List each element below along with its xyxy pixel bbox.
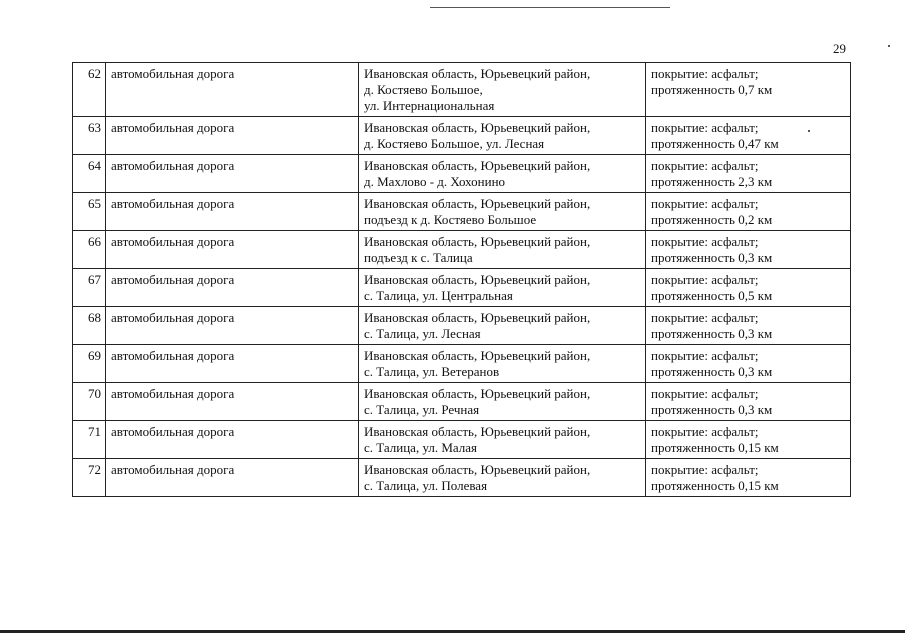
- object-address: [359, 231, 646, 269]
- row-number: 72: [73, 459, 106, 497]
- object-details: [646, 193, 851, 231]
- row-number: 62: [73, 63, 106, 117]
- address-line: Ивановская область, Юрьевецкий район,: [364, 158, 591, 173]
- address-line: Ивановская область, Юрьевецкий район,: [364, 120, 591, 135]
- object-type: автомобильная дорога: [106, 459, 359, 497]
- page-number: 29: [833, 41, 846, 56]
- object-address: [359, 269, 646, 307]
- object-type: автомобильная дорога: [106, 231, 359, 269]
- address-line: с. Талица, ул. Малая: [364, 440, 478, 455]
- address-line: подъезд к д. Костяево Большое: [364, 212, 537, 227]
- details-line: протяженность 0,3 км: [651, 250, 773, 265]
- address-line: Ивановская область, Юрьевецкий район,: [364, 462, 591, 477]
- address-line: Ивановская область, Юрьевецкий район,: [364, 348, 591, 363]
- object-address: [359, 117, 646, 155]
- object-details: [646, 459, 851, 497]
- details-line: протяженность 0,3 км: [651, 326, 773, 341]
- details-line: протяженность 0,47 км: [651, 136, 779, 151]
- table-row: [73, 421, 851, 459]
- details-line: покрытие: асфальт;: [651, 424, 759, 439]
- object-details: [646, 307, 851, 345]
- table-row: [73, 193, 851, 231]
- address-line: ул. Интернациональная: [364, 98, 495, 113]
- top-rule: [430, 7, 670, 8]
- address-line: подъезд к с. Талица: [364, 250, 473, 265]
- scan-speck: [888, 45, 890, 47]
- address-line: Ивановская область, Юрьевецкий район,: [364, 386, 591, 401]
- row-number: 64: [73, 155, 106, 193]
- details-line: покрытие: асфальт;: [651, 462, 759, 477]
- object-details: [646, 421, 851, 459]
- object-type: автомобильная дорога: [106, 193, 359, 231]
- row-number: 71: [73, 421, 106, 459]
- object-address: [359, 345, 646, 383]
- object-address: [359, 155, 646, 193]
- address-line: с. Талица, ул. Лесная: [364, 326, 481, 341]
- object-type: автомобильная дорога: [106, 269, 359, 307]
- details-line: протяженность 0,15 км: [651, 478, 779, 493]
- object-address: [359, 421, 646, 459]
- object-type: автомобильная дорога: [106, 155, 359, 193]
- object-details: [646, 383, 851, 421]
- details-line: протяженность 0,3 км: [651, 402, 773, 417]
- details-line: покрытие: асфальт;: [651, 158, 759, 173]
- object-address: [359, 193, 646, 231]
- address-line: Ивановская область, Юрьевецкий район,: [364, 310, 591, 325]
- address-line: Ивановская область, Юрьевецкий район,: [364, 196, 591, 211]
- table-row: [73, 345, 851, 383]
- object-type: автомобильная дорога: [106, 421, 359, 459]
- address-line: д. Махлово - д. Хохонино: [364, 174, 506, 189]
- object-details: [646, 231, 851, 269]
- table-row: [73, 383, 851, 421]
- bottom-scan-edge: [0, 630, 905, 633]
- details-line: протяженность 0,15 км: [651, 440, 779, 455]
- row-number: 68: [73, 307, 106, 345]
- address-line: Ивановская область, Юрьевецкий район,: [364, 272, 591, 287]
- details-line: покрытие: асфальт;: [651, 66, 759, 81]
- object-details: [646, 345, 851, 383]
- details-line: покрытие: асфальт;: [651, 272, 759, 287]
- address-line: д. Костяево Большое,: [364, 82, 483, 97]
- row-number: 70: [73, 383, 106, 421]
- object-address: [359, 459, 646, 497]
- table-row: [73, 269, 851, 307]
- table-row: [73, 155, 851, 193]
- details-line: протяженность 0,2 км: [651, 212, 773, 227]
- row-number: 67: [73, 269, 106, 307]
- object-type: автомобильная дорога: [106, 307, 359, 345]
- object-details: [646, 63, 851, 117]
- row-number: 66: [73, 231, 106, 269]
- table-row: [73, 231, 851, 269]
- registry-body: [73, 63, 851, 497]
- object-details: [646, 269, 851, 307]
- address-line: с. Талица, ул. Центральная: [364, 288, 513, 303]
- address-line: Ивановская область, Юрьевецкий район,: [364, 424, 591, 439]
- details-line: покрытие: асфальт;: [651, 348, 759, 363]
- row-number: 69: [73, 345, 106, 383]
- object-address: [359, 63, 646, 117]
- address-line: Ивановская область, Юрьевецкий район,: [364, 66, 591, 81]
- table-row: [73, 307, 851, 345]
- object-type: автомобильная дорога: [106, 345, 359, 383]
- object-address: [359, 307, 646, 345]
- row-number: 65: [73, 193, 106, 231]
- table-row: [73, 117, 851, 155]
- object-details: [646, 155, 851, 193]
- details-line: протяженность 0,5 км: [651, 288, 773, 303]
- details-line: протяженность 0,7 км: [651, 82, 773, 97]
- details-line: покрытие: асфальт;: [651, 120, 759, 135]
- object-type: автомобильная дорога: [106, 117, 359, 155]
- object-details: [646, 117, 851, 155]
- table-row: [73, 459, 851, 497]
- details-line: покрытие: асфальт;: [651, 196, 759, 211]
- table-row: [73, 63, 851, 117]
- details-line: покрытие: асфальт;: [651, 234, 759, 249]
- object-type: автомобильная дорога: [106, 383, 359, 421]
- object-type: автомобильная дорога: [106, 63, 359, 117]
- address-line: д. Костяево Большое, ул. Лесная: [364, 136, 545, 151]
- details-line: протяженность 0,3 км: [651, 364, 773, 379]
- address-line: с. Талица, ул. Речная: [364, 402, 480, 417]
- details-line: покрытие: асфальт;: [651, 310, 759, 325]
- details-line: протяженность 2,3 км: [651, 174, 773, 189]
- road-registry-table: [72, 62, 851, 497]
- object-address: [359, 383, 646, 421]
- address-line: Ивановская область, Юрьевецкий район,: [364, 234, 591, 249]
- address-line: с. Талица, ул. Ветеранов: [364, 364, 500, 379]
- address-line: с. Талица, ул. Полевая: [364, 478, 488, 493]
- row-number: 63: [73, 117, 106, 155]
- details-line: покрытие: асфальт;: [651, 386, 759, 401]
